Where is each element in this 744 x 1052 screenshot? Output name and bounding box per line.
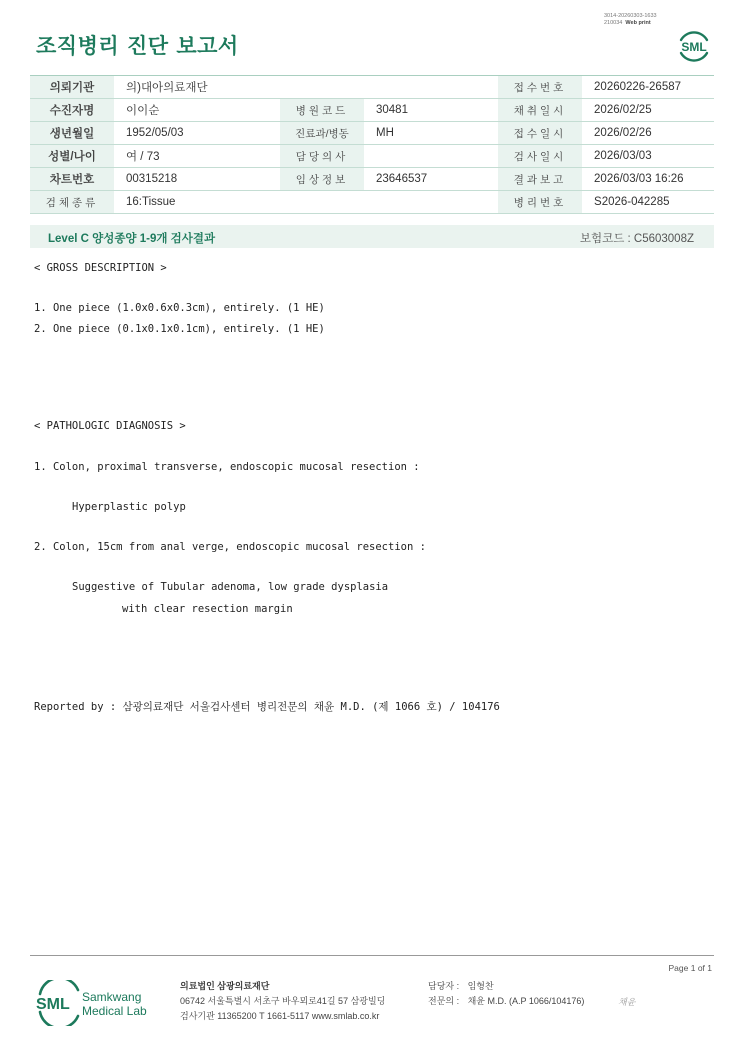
label-test-date: 검사일시 (498, 145, 582, 168)
value-pathology-number: S2026-042285 (582, 191, 714, 214)
label-patient-name: 수진자명 (30, 99, 114, 122)
label-department: 진료과/병동 (280, 122, 364, 145)
label-requesting-institution: 의뢰기관 (30, 76, 114, 99)
value-patient-name: 이이순 (114, 99, 280, 122)
label-sex-age: 성별/나이 (30, 145, 114, 168)
label-pathology-number: 병리번호 (498, 191, 582, 214)
gross-line: 1. One piece (1.0x0.6x0.3cm), entirely. (1 HE) (34, 302, 325, 314)
diagnosis-result-1: Hyperplastic polyp (72, 501, 186, 513)
samkwang-logo-mark: SML (36, 996, 70, 1013)
sml-logo-text: SML (681, 40, 707, 54)
label-physician: 담당의사 (280, 145, 364, 168)
value-sex-age: 여 / 73 (114, 145, 280, 168)
value-clinical-info: 23646537 (364, 168, 498, 191)
footer-org-block (180, 979, 385, 1024)
webprint-label: Web print (625, 20, 651, 26)
diagnosis-result-2: Suggestive of Tubular adenoma, low grade dysplasia (72, 581, 389, 593)
gross-description-header: < GROSS DESCRIPTION > (34, 262, 167, 274)
value-collection-date: 2026/02/25 (582, 99, 714, 122)
label-chart-number: 차트번호 (30, 168, 114, 191)
diagnosis-result-2-detail: with clear resection margin (122, 603, 293, 615)
table-row (30, 145, 714, 168)
label-receipt-date: 접수일시 (498, 122, 582, 145)
specialist-signature: 채윤 (618, 997, 636, 1007)
diagnosis-site-1: 1. Colon, proximal transverse, endoscopic mucosal resection : (34, 461, 420, 473)
test-title: Level C 양성종양 1-9개 검사결과 (48, 233, 216, 245)
insurance-code: 보험코드 : C5603008Z (579, 233, 694, 245)
diagnosis-site-2: 2. Colon, 15cm from anal verge, endoscopic mucosal resection : (34, 541, 426, 553)
org-contact: 검사기관 11365200 T 1661-5117 www.smlab.co.kr (180, 1011, 380, 1021)
webprint-code: 3014-20260303-1633 (604, 13, 657, 19)
page-number: Page 1 of 1 (668, 963, 712, 973)
page-title: 조직병리 진단 보고서 (36, 34, 239, 58)
table-row (30, 99, 714, 122)
samkwang-logo-name2: Medical Lab (82, 1004, 147, 1018)
footer-divider (30, 955, 714, 956)
label-result-report: 결과보고 (498, 168, 582, 191)
reported-by: Reported by : 삼광의료재단 서울검사센터 병리전문의 채윤 M.D. (제 1066 호) / 104176 (34, 701, 500, 713)
label-accession-number: 접수번호 (498, 76, 582, 99)
label-hospital-code: 병원코드 (280, 99, 364, 122)
value-specimen-type: 16:Tissue (114, 191, 498, 214)
org-address: 06742 서울특별시 서초구 바우뫼로41길 57 삼광빌딩 (180, 996, 386, 1006)
table-row (30, 76, 714, 99)
gross-line: 2. One piece (0.1x0.1x0.1cm), entirely. (1 HE) (34, 323, 325, 335)
label-collection-date: 채취일시 (498, 99, 582, 122)
label-birth-date: 생년월일 (30, 122, 114, 145)
specialist-name: 채윤 M.D. (A.P 1066/104176) (467, 996, 585, 1006)
samkwang-logo (36, 980, 156, 1026)
webprint-id: 210034 (604, 20, 623, 26)
value-birth-date: 1952/05/03 (114, 122, 280, 145)
webprint-stamp (604, 13, 657, 27)
samkwang-logo-name1: Samkwang (82, 990, 142, 1004)
staff-name: 임형찬 (467, 981, 494, 991)
value-physician (364, 145, 498, 168)
value-result-report: 2026/03/03 16:26 (582, 168, 714, 191)
staff-label: 담당자 : (428, 981, 460, 991)
value-chart-number: 00315218 (114, 168, 280, 191)
pathologic-diagnosis-header: < PATHOLOGIC DIAGNOSIS > (34, 420, 186, 432)
value-requesting-institution: 의)대아의료재단 (114, 76, 498, 99)
sml-logo (675, 26, 713, 64)
value-receipt-date: 2026/02/26 (582, 122, 714, 145)
specialist-label: 전문의 : (428, 996, 460, 1006)
table-row (30, 191, 714, 214)
label-clinical-info: 임상정보 (280, 168, 364, 191)
label-specimen-type: 검체종류 (30, 191, 114, 214)
test-title-bar (30, 225, 714, 248)
value-accession-number: 20260226-26587 (582, 76, 714, 99)
patient-info-table (30, 75, 714, 214)
org-name: 의료법인 삼광의료재단 (180, 981, 270, 991)
value-test-date: 2026/03/03 (582, 145, 714, 168)
table-row (30, 168, 714, 191)
value-hospital-code: 30481 (364, 99, 498, 122)
value-department: MH (364, 122, 498, 145)
table-row (30, 122, 714, 145)
footer-staff-block (428, 979, 584, 1009)
